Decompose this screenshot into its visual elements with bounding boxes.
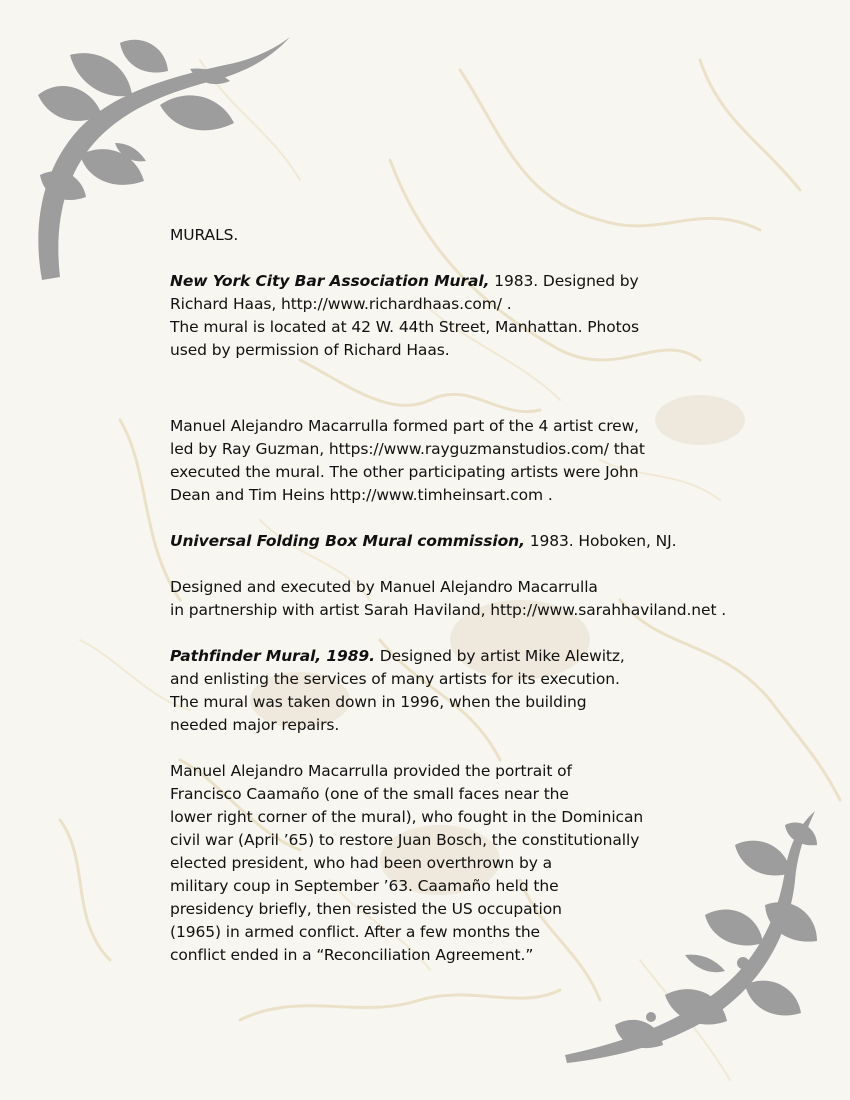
pathfinder-line-1 <box>170 645 810 668</box>
nyc-mural-date: 1983. Designed by <box>489 272 639 290</box>
crew-line-4: Dean and Tim Heins http://www.timheinsart.com . <box>170 486 553 504</box>
nyc-mural-line-2: Richard Haas, http://www.richardhaas.com/ . <box>170 295 512 313</box>
portrait-line-7: presidency briefly, then resisted the US occupation <box>170 900 562 918</box>
pathfinder-designer: Designed by artist Mike Alewitz, <box>374 647 625 665</box>
universal-desc-line-2: in partnership with artist Sarah Haviland, http://www.sarahhaviland.net . <box>170 601 727 619</box>
portrait-line-6: military coup in September ’63. Caamaño held the <box>170 877 559 895</box>
portrait-line-4: civil war (April ’65) to restore Juan Bosch, the constitutionally <box>170 831 640 849</box>
pathfinder-line-3: The mural was taken down in 1996, when the building <box>170 693 587 711</box>
portrait-line-3: lower right corner of the mural), who fought in the Dominican <box>170 808 644 826</box>
pathfinder-mural-title: Pathfinder Mural, 1989. <box>170 647 375 665</box>
nyc-mural-line-3: The mural is located at 42 W. 44th Street, Manhattan. Photos <box>170 318 639 336</box>
nyc-mural-title: New York City Bar Association Mural, <box>170 272 490 290</box>
section-heading: MURALS. <box>170 226 239 244</box>
pathfinder-line-2: and enlisting the services of many artists for its execution. <box>170 670 620 688</box>
nyc-mural-line-4: used by permission of Richard Haas. <box>170 341 450 359</box>
portrait-line-2: Francisco Caamaño (one of the small faces near the <box>170 785 569 803</box>
portrait-line-8: (1965) in armed conflict. After a few months the <box>170 923 540 941</box>
portrait-line-5: elected president, who had been overthrown by a <box>170 854 553 872</box>
crew-line-2: led by Ray Guzman, https://www.rayguzmanstudios.com/ that <box>170 440 645 458</box>
nyc-mural-line-1 <box>170 270 810 293</box>
universal-mural-date: 1983. Hoboken, NJ. <box>524 532 677 550</box>
portrait-line-9: conflict ended in a “Reconciliation Agreement.” <box>170 946 534 964</box>
universal-mural-line <box>170 530 810 553</box>
crew-line-3: executed the mural. The other participating artists were John <box>170 463 639 481</box>
universal-mural-title: Universal Folding Box Mural commission, <box>170 532 525 550</box>
pathfinder-line-4: needed major repairs. <box>170 716 340 734</box>
portrait-line-1: Manuel Alejandro Macarrulla provided the portrait of <box>170 762 572 780</box>
crew-line-1: Manuel Alejandro Macarrulla formed part of the 4 artist crew, <box>170 417 639 435</box>
universal-desc-line-1: Designed and executed by Manuel Alejandro Macarrulla <box>170 578 598 596</box>
murals-text-block <box>170 224 810 967</box>
